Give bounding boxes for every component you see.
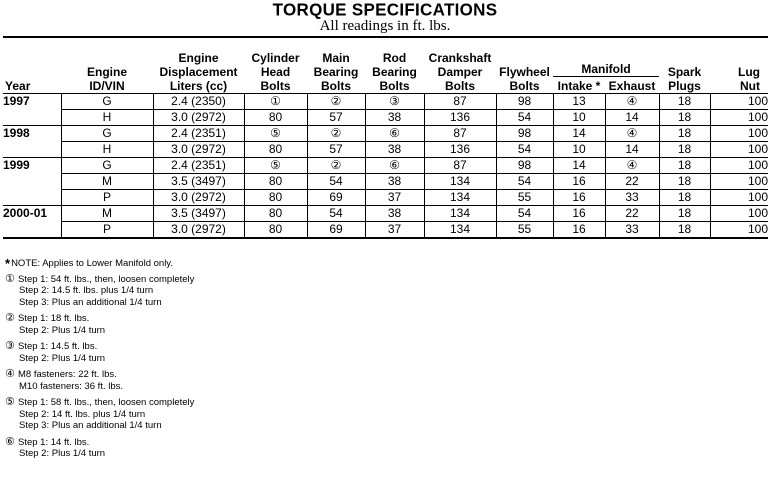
cell-spark-plugs: 18	[659, 94, 710, 110]
cell-year	[3, 142, 61, 158]
footnote	[5, 312, 405, 336]
cell-main-bearing: 69	[307, 190, 365, 206]
cell-cylinder-head: ⑤	[244, 126, 307, 142]
cell-spark-plugs: 18	[659, 142, 710, 158]
footnote-line: Step 3: Plus an additional 1/4 turn	[19, 296, 162, 308]
cell-exhaust: 33	[605, 190, 659, 206]
cell-intake: 10	[553, 142, 605, 158]
cell-main-bearing: ②	[307, 94, 365, 110]
header-rod-bearing: Rod Bearing Bolts	[365, 37, 424, 94]
cell-cylinder-head: 80	[244, 174, 307, 190]
footnote	[5, 368, 405, 392]
cell-year: 1998	[3, 126, 61, 142]
footnote-list	[5, 273, 405, 460]
table-row	[3, 142, 768, 158]
header-year: Year	[3, 37, 61, 94]
cell-intake: 16	[553, 174, 605, 190]
table-row	[3, 94, 768, 110]
footnote-line: Step 1: 14 ft. lbs.	[18, 436, 90, 448]
cell-lug-nut: 100	[710, 158, 768, 174]
cell-exhaust: ④	[605, 126, 659, 142]
cell-main-bearing: 54	[307, 174, 365, 190]
footnote-line: Step 1: 58 ft. lbs., then, loosen completely	[18, 397, 195, 408]
cell-displacement: 3.5 (3497)	[153, 174, 244, 190]
cell-cylinder-head: 80	[244, 110, 307, 126]
header-engine-displacement: Engine Displacement Liters (cc)	[153, 37, 244, 94]
cell-flywheel: 55	[496, 190, 553, 206]
cell-main-bearing: 69	[307, 222, 365, 239]
cell-exhaust: 22	[605, 174, 659, 190]
cell-intake: 13	[553, 94, 605, 110]
cell-intake: 16	[553, 206, 605, 222]
cell-year: 2000-01	[3, 206, 61, 222]
header-manifold: Manifold	[553, 37, 659, 77]
cell-year	[3, 174, 61, 190]
cell-lug-nut: 100	[710, 110, 768, 126]
footnote	[5, 436, 405, 460]
cell-displacement: 3.0 (2972)	[153, 110, 244, 126]
cell-year	[3, 110, 61, 126]
page-title: TORQUE SPECIFICATIONS	[272, 0, 498, 20]
header-exhaust: Exhaust	[608, 79, 656, 93]
header-intake: Intake *	[557, 79, 601, 93]
footnote-line: Step 2: Plus 1/4 turn	[19, 352, 106, 364]
footnote	[5, 396, 405, 432]
cell-flywheel: 98	[496, 158, 553, 174]
header-cylinder-head: Cylinder Head Bolts	[244, 37, 307, 94]
cell-rod-bearing: 38	[365, 206, 424, 222]
footnote-symbol: ④	[5, 367, 15, 380]
note-text: NOTE: Applies to Lower Manifold only.	[11, 258, 173, 269]
lower-manifold-note	[5, 258, 405, 270]
footnote-line: M8 fasteners: 22 ft. lbs.	[18, 369, 117, 380]
cell-main-bearing: 54	[307, 206, 365, 222]
cell-crankshaft-damper: 87	[424, 126, 496, 142]
footnote-symbol: ⑥	[5, 434, 15, 448]
footnote-symbol: ②	[5, 311, 15, 324]
cell-crankshaft-damper: 134	[424, 206, 496, 222]
cell-crankshaft-damper: 87	[424, 158, 496, 174]
cell-crankshaft-damper: 134	[424, 190, 496, 206]
table-row	[3, 222, 768, 239]
page-subtitle: All readings in ft. lbs.	[319, 18, 451, 34]
cell-main-bearing: ②	[307, 126, 365, 142]
cell-exhaust: 33	[605, 222, 659, 239]
cell-spark-plugs: 18	[659, 158, 710, 174]
cell-spark-plugs: 18	[659, 174, 710, 190]
footnote-line: Step 1: 18 ft. lbs.	[18, 313, 90, 324]
footnote-symbol: ③	[5, 339, 15, 352]
footnote-line: Step 2: 14.5 ft. lbs. plus 1/4 turn	[19, 285, 154, 296]
cell-intake: 14	[553, 126, 605, 142]
cell-rod-bearing: ⑥	[365, 126, 424, 142]
cell-flywheel: 54	[496, 206, 553, 222]
cell-intake: 10	[553, 110, 605, 126]
cell-crankshaft-damper: 136	[424, 110, 496, 126]
cell-crankshaft-damper: 134	[424, 174, 496, 190]
footnote	[5, 340, 405, 364]
cell-lug-nut: 100	[710, 142, 768, 158]
cell-rod-bearing: 38	[365, 142, 424, 158]
cell-engine-id: P	[61, 190, 153, 206]
cell-intake: 16	[553, 222, 605, 239]
cell-engine-id: H	[61, 110, 153, 126]
cell-intake: 14	[553, 158, 605, 174]
cell-crankshaft-damper: 136	[424, 142, 496, 158]
cell-exhaust: 14	[605, 142, 659, 158]
cell-cylinder-head: 80	[244, 206, 307, 222]
cell-rod-bearing: 38	[365, 110, 424, 126]
cell-rod-bearing: ③	[365, 94, 424, 110]
footnotes	[5, 258, 405, 464]
cell-cylinder-head: ⑤	[244, 158, 307, 174]
cell-displacement: 2.4 (2351)	[153, 158, 244, 174]
cell-main-bearing: 57	[307, 142, 365, 158]
table-row	[3, 158, 768, 174]
cell-lug-nut: 100	[710, 126, 768, 142]
cell-flywheel: 54	[496, 174, 553, 190]
cell-spark-plugs: 18	[659, 126, 710, 142]
table-row	[3, 110, 768, 126]
cell-main-bearing: ②	[307, 158, 365, 174]
header-flywheel: Flywheel Bolts	[496, 37, 553, 94]
cell-lug-nut: 100	[710, 190, 768, 206]
cell-displacement: 3.0 (2972)	[153, 142, 244, 158]
cell-displacement: 3.0 (2972)	[153, 222, 244, 239]
cell-year	[3, 222, 61, 239]
cell-lug-nut: 100	[710, 94, 768, 110]
cell-cylinder-head: ①	[244, 94, 307, 110]
footnote-line: M10 fasteners: 36 ft. lbs.	[19, 380, 124, 392]
cell-engine-id: G	[61, 94, 153, 110]
cell-crankshaft-damper: 134	[424, 222, 496, 239]
cell-rod-bearing: 38	[365, 174, 424, 190]
cell-exhaust: ④	[605, 158, 659, 174]
torque-table	[3, 36, 768, 239]
asterisk-symbol: *	[5, 256, 11, 271]
torque-table-body	[3, 94, 768, 239]
cell-lug-nut: 100	[710, 222, 768, 239]
footnote	[5, 273, 405, 309]
cell-engine-id: H	[61, 142, 153, 158]
cell-engine-id: G	[61, 126, 153, 142]
footnote-symbol: ①	[5, 271, 15, 285]
cell-engine-id: M	[61, 174, 153, 190]
cell-displacement: 3.0 (2972)	[153, 190, 244, 206]
cell-exhaust: ④	[605, 94, 659, 110]
cell-displacement: 2.4 (2351)	[153, 126, 244, 142]
cell-flywheel: 54	[496, 110, 553, 126]
table-row	[3, 190, 768, 206]
cell-spark-plugs: 18	[659, 190, 710, 206]
cell-flywheel: 98	[496, 126, 553, 142]
cell-lug-nut: 100	[710, 206, 768, 222]
cell-year: 1999	[3, 158, 61, 174]
table-row	[3, 174, 768, 190]
cell-spark-plugs: 18	[659, 206, 710, 222]
table-row	[3, 126, 768, 142]
cell-main-bearing: 57	[307, 110, 365, 126]
cell-flywheel: 98	[496, 94, 553, 110]
cell-exhaust: 22	[605, 206, 659, 222]
cell-crankshaft-damper: 87	[424, 94, 496, 110]
cell-engine-id: P	[61, 222, 153, 239]
cell-engine-id: G	[61, 158, 153, 174]
footnote-line: Step 2: Plus 1/4 turn	[19, 448, 106, 459]
footnote-symbol: ⑤	[5, 395, 15, 408]
cell-flywheel: 54	[496, 142, 553, 158]
header-crankshaft-damper: Crankshaft Damper Bolts	[424, 37, 496, 94]
footnote-line: Step 1: 14.5 ft. lbs.	[18, 341, 98, 352]
cell-rod-bearing: 37	[365, 222, 424, 239]
footnote-line: Step 1: 54 ft. lbs., then, loosen completely	[18, 273, 195, 285]
header-lug-nut: Lug Nut	[710, 37, 768, 94]
footnote-line: Step 2: Plus 1/4 turn	[19, 324, 106, 336]
cell-rod-bearing: 37	[365, 190, 424, 206]
header-spark-plugs: Spark Plugs	[659, 37, 710, 94]
footnote-line: Step 3: Plus an additional 1/4 turn	[19, 420, 162, 431]
cell-spark-plugs: 18	[659, 222, 710, 239]
cell-cylinder-head: 80	[244, 190, 307, 206]
cell-flywheel: 55	[496, 222, 553, 239]
table-row	[3, 206, 768, 222]
cell-rod-bearing: ⑥	[365, 158, 424, 174]
cell-displacement: 3.5 (3497)	[153, 206, 244, 222]
header-engine-id: Engine ID/VIN	[61, 37, 153, 94]
footnote-line: Step 2: 14 ft. lbs. plus 1/4 turn	[19, 408, 146, 420]
cell-cylinder-head: 80	[244, 222, 307, 239]
cell-spark-plugs: 18	[659, 110, 710, 126]
cell-lug-nut: 100	[710, 174, 768, 190]
cell-year: 1997	[3, 94, 61, 110]
cell-exhaust: 14	[605, 110, 659, 126]
cell-engine-id: M	[61, 206, 153, 222]
cell-cylinder-head: 80	[244, 142, 307, 158]
cell-displacement: 2.4 (2350)	[153, 94, 244, 110]
cell-year	[3, 190, 61, 206]
header-main-bearing: Main Bearing Bolts	[307, 37, 365, 94]
cell-intake: 16	[553, 190, 605, 206]
